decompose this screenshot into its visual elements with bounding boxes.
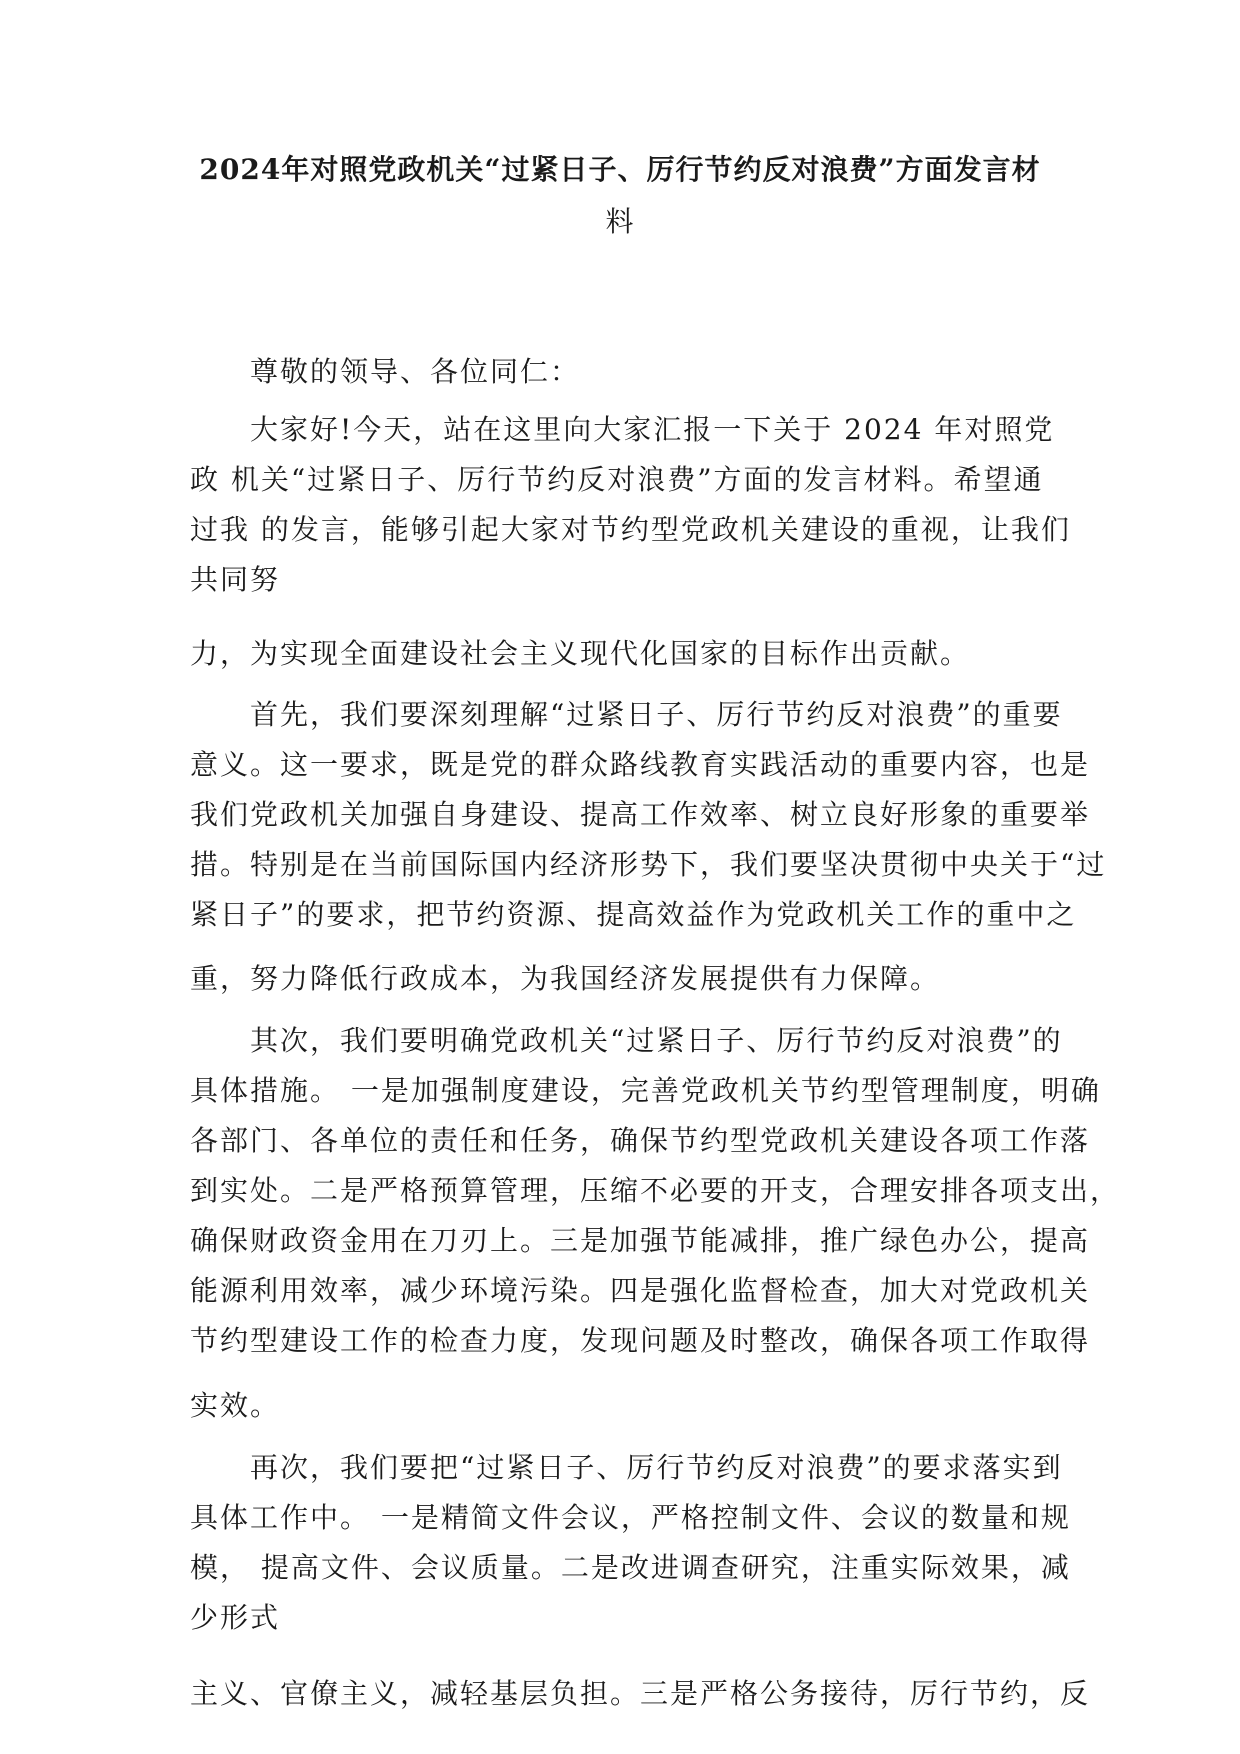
text-line: 力，为实现全面建设社会主义现代化国家的目标作出贡献。	[190, 637, 971, 670]
text-line: 确保财政资金用在刀刃上。三是加强节能减排，推广绿色办公，提高	[190, 1224, 1091, 1257]
text-line: 过我 的发言，能够引起大家对节约型党政机关建设的重视，让我们	[190, 513, 1071, 546]
text-line: 大家好!今天，站在这里向大家汇报一下关于 2024 年对照党	[250, 413, 1055, 446]
text-line: 能源利用效率，减少环境污染。四是强化监督检查，加大对党政机关	[190, 1274, 1091, 1307]
text-line: 模， 提高文件、会议质量。二是改进调查研究，注重实际效果，减	[190, 1551, 1071, 1584]
text-line: 政 机关“过紧日子、厉行节约反对浪费”方面的发言材料。希望通	[190, 463, 1044, 496]
document-title-line-2: 料	[605, 205, 635, 238]
text-line: 具体措施。 一是加强制度建设，完善党政机关节约型管理制度，明确	[190, 1074, 1101, 1107]
text-line: 首先，我们要深刻理解“过紧日子、厉行节约反对浪费”的重要	[250, 698, 1063, 731]
text-line: 主义、官僚主义，减轻基层负担。三是严格公务接待，厉行节约，反	[190, 1677, 1091, 1710]
text-line: 措。特别是在当前国际国内经济形势下，我们要坚决贯彻中央关于“过	[190, 848, 1107, 881]
text-line: 节约型建设工作的检查力度，发现问题及时整改，确保各项工作取得	[190, 1324, 1091, 1357]
text-line: 到实处。二是严格预算管理，压缩不必要的开支，合理安排各项支出，	[190, 1174, 1121, 1207]
text-line: 共同努	[190, 563, 281, 596]
text-line: 实效。	[190, 1389, 281, 1422]
text-line: 少形式	[190, 1601, 281, 1634]
text-line: 其次，我们要明确党政机关“过紧日子、厉行节约反对浪费”的	[250, 1024, 1063, 1057]
text-line: 紧日子”的要求，把节约资源、提高效益作为党政机关工作的重中之	[190, 898, 1077, 931]
text-line: 具体工作中。 一是精简文件会议，严格控制文件、会议的数量和规	[190, 1501, 1071, 1534]
document-title-line-1: 2024年对照党政机关“过紧日子、厉行节约反对浪费”方面发言材	[199, 153, 1041, 186]
text-line: 重，努力降低行政成本，为我国经济发展提供有力保障。	[190, 962, 941, 995]
text-line: 再次，我们要把“过紧日子、厉行节约反对浪费”的要求落实到	[250, 1451, 1063, 1484]
text-line: 各部门、各单位的责任和任务，确保节约型党政机关建设各项工作落	[190, 1124, 1091, 1157]
salutation: 尊敬的领导、各位同仁：	[250, 355, 581, 388]
text-line: 我们党政机关加强自身建设、提高工作效率、树立良好形象的重要举	[190, 798, 1091, 831]
text-line: 意义。这一要求，既是党的群众路线教育实践活动的重要内容，也是	[190, 748, 1091, 781]
